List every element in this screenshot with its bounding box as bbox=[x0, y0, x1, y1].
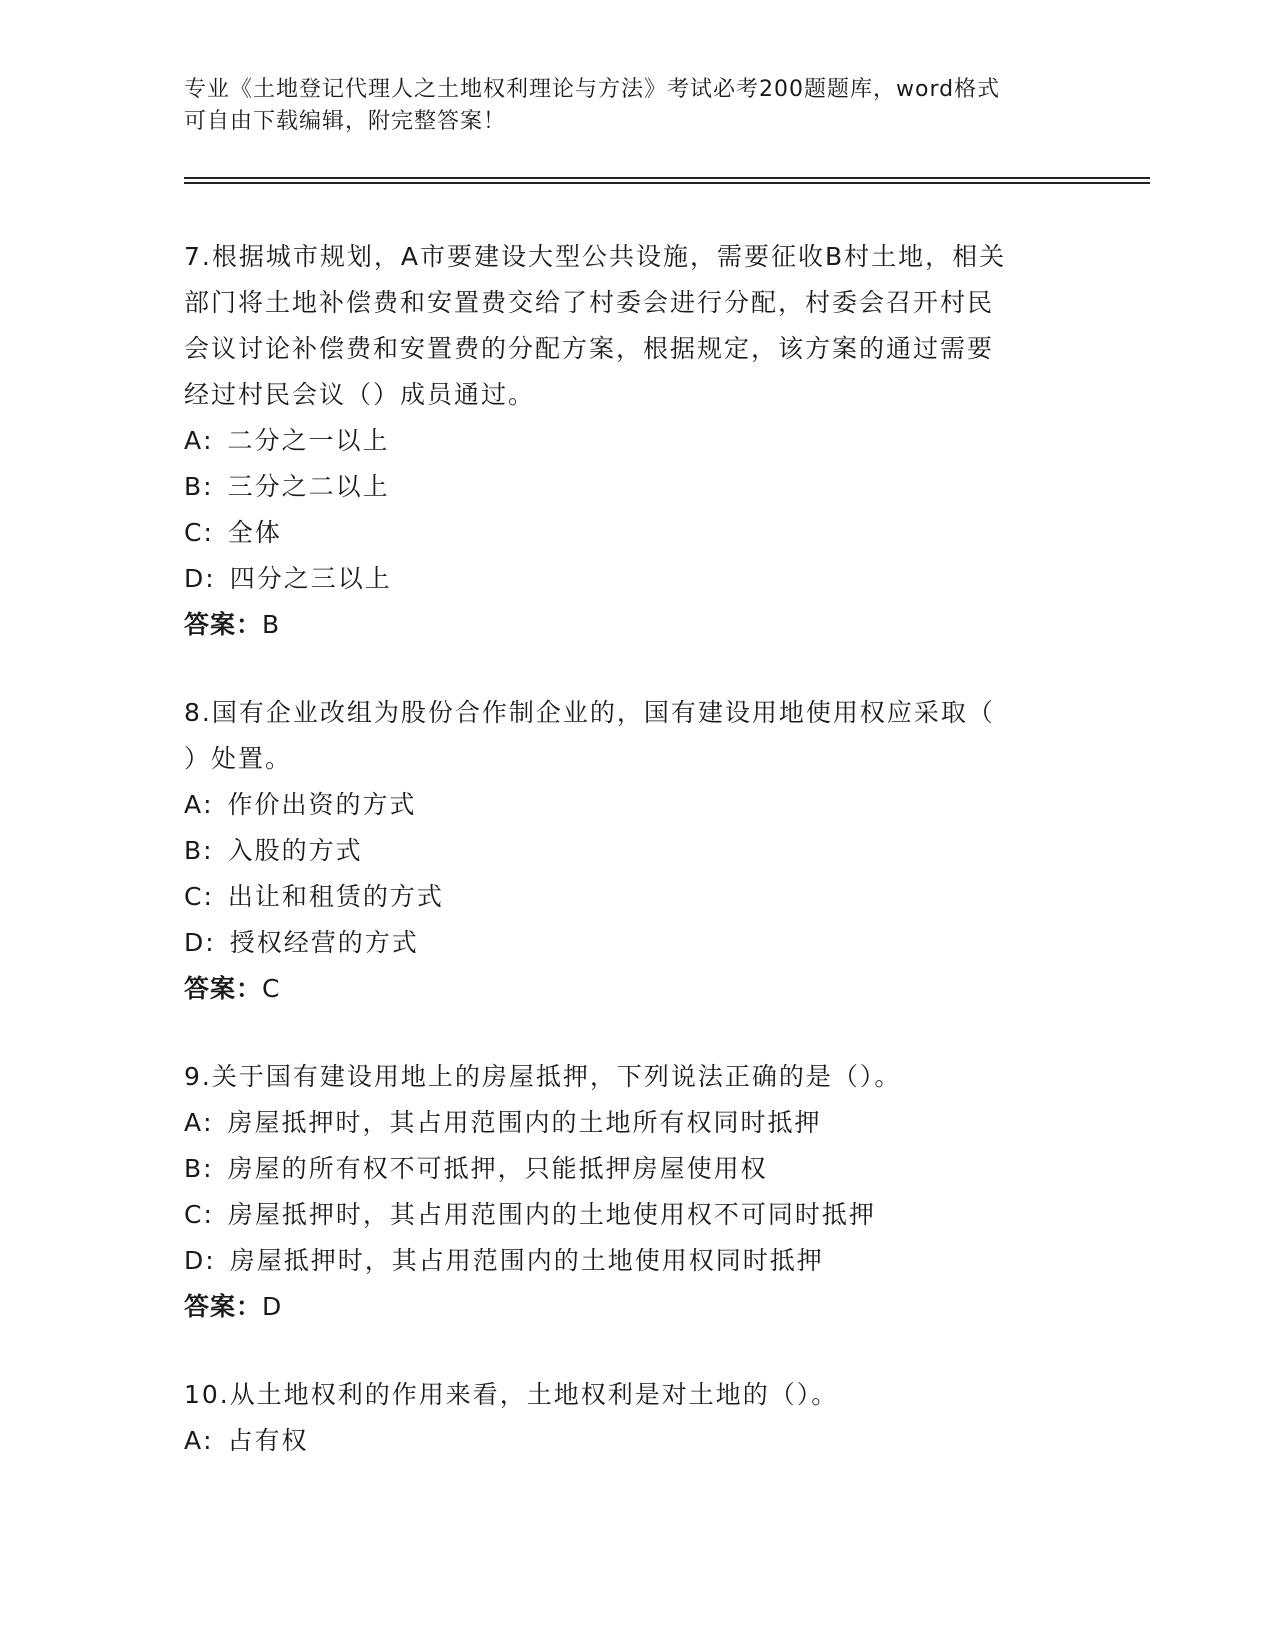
question-9 bbox=[184, 1054, 1104, 1330]
option-letter: A bbox=[184, 1108, 204, 1137]
option-separator: : bbox=[203, 472, 214, 501]
option-separator: : bbox=[203, 518, 214, 547]
option-a bbox=[184, 1100, 1104, 1146]
option-c bbox=[184, 874, 1104, 920]
question-text-line: 10.从土地权利的作用来看，土地权利是对土地的（）。 bbox=[184, 1380, 839, 1409]
option-separator: : bbox=[203, 1108, 214, 1137]
option-d bbox=[184, 556, 1104, 602]
option-separator: : bbox=[203, 882, 214, 911]
option-text: 四分之三以上 bbox=[229, 564, 392, 593]
document-header bbox=[184, 74, 1064, 138]
option-letter: C bbox=[184, 518, 204, 547]
option-text: 房屋抵押时，其占用范围内的土地使用权不可同时抵押 bbox=[227, 1200, 876, 1229]
option-c bbox=[184, 510, 1104, 556]
option-separator: : bbox=[203, 790, 214, 819]
option-text: 入股的方式 bbox=[227, 836, 363, 865]
option-letter: C bbox=[184, 1200, 204, 1229]
answer-line bbox=[184, 1284, 1104, 1330]
option-a bbox=[184, 782, 1104, 828]
option-text: 房屋抵押时，其占用范围内的土地所有权同时抵押 bbox=[227, 1108, 822, 1137]
question-text-line: 9.关于国有建设用地上的房屋抵押，下列说法正确的是（）。 bbox=[184, 1062, 902, 1091]
answer-value: D bbox=[262, 1292, 283, 1321]
answer-label: 答案： bbox=[184, 974, 263, 1003]
question-text-line: 8.国有企业改组为股份合作制企业的，国有建设用地使用权应采取（ bbox=[184, 698, 995, 727]
answer-value: C bbox=[262, 974, 281, 1003]
question-text-line: 会议讨论补偿费和安置费的分配方案，根据规定，该方案的通过需要 bbox=[184, 334, 995, 363]
option-letter: A bbox=[184, 790, 204, 819]
header-rule-bottom bbox=[184, 182, 1150, 184]
option-letter: D bbox=[184, 564, 206, 593]
option-letter: B bbox=[184, 836, 204, 865]
option-text: 授权经营的方式 bbox=[229, 928, 419, 957]
question-7 bbox=[184, 234, 1104, 648]
option-b bbox=[184, 464, 1104, 510]
option-a bbox=[184, 418, 1104, 464]
option-text: 房屋抵押时，其占用范围内的土地使用权同时抵押 bbox=[229, 1246, 824, 1275]
header-line-1: 专业《土地登记代理人之土地权利理论与方法》考试必考200题题库，word格式 bbox=[184, 77, 1001, 102]
option-separator: : bbox=[203, 426, 214, 455]
header-line-2: 可自由下载编辑，附完整答案！ bbox=[184, 109, 507, 134]
option-separator: : bbox=[203, 1426, 214, 1455]
question-text-line: ）处置。 bbox=[184, 744, 293, 773]
option-letter: C bbox=[184, 882, 204, 911]
option-text: 作价出资的方式 bbox=[227, 790, 417, 819]
option-letter: D bbox=[184, 1246, 206, 1275]
question-10 bbox=[184, 1372, 1104, 1464]
option-c bbox=[184, 1192, 1104, 1238]
answer-label: 答案： bbox=[184, 610, 263, 639]
option-letter: D bbox=[184, 928, 206, 957]
question-text-line: 部门将土地补偿费和安置费交给了村委会进行分配，村委会召开村民 bbox=[184, 288, 995, 317]
option-text: 二分之一以上 bbox=[227, 426, 390, 455]
option-separator: : bbox=[205, 1246, 216, 1275]
option-letter: A bbox=[184, 1426, 204, 1455]
option-separator: : bbox=[203, 1200, 214, 1229]
option-separator: : bbox=[205, 928, 216, 957]
question-text-line: 经过村民会议（）成员通过。 bbox=[184, 380, 536, 409]
option-b bbox=[184, 828, 1104, 874]
question-text-line: 7.根据城市规划，A市要建设大型公共设施，需要征收B村土地，相关 bbox=[184, 242, 1007, 271]
header-rule-top bbox=[184, 177, 1150, 179]
question-list bbox=[184, 234, 1104, 1506]
option-letter: B bbox=[184, 472, 204, 501]
option-separator: : bbox=[205, 564, 216, 593]
answer-line bbox=[184, 966, 1104, 1012]
option-separator: : bbox=[203, 836, 214, 865]
option-b bbox=[184, 1146, 1104, 1192]
option-text: 占有权 bbox=[227, 1426, 309, 1455]
option-text: 出让和租赁的方式 bbox=[227, 882, 444, 911]
option-d bbox=[184, 920, 1104, 966]
option-a bbox=[184, 1418, 1104, 1464]
option-text: 全体 bbox=[227, 518, 282, 547]
option-separator: : bbox=[203, 1154, 214, 1183]
option-letter: A bbox=[184, 426, 204, 455]
question-8 bbox=[184, 690, 1104, 1012]
answer-line bbox=[184, 602, 1104, 648]
option-letter: B bbox=[184, 1154, 204, 1183]
answer-value: B bbox=[262, 610, 281, 639]
option-text: 三分之二以上 bbox=[227, 472, 390, 501]
option-text: 房屋的所有权不可抵押，只能抵押房屋使用权 bbox=[227, 1154, 768, 1183]
answer-label: 答案： bbox=[184, 1292, 263, 1321]
option-d bbox=[184, 1238, 1104, 1284]
